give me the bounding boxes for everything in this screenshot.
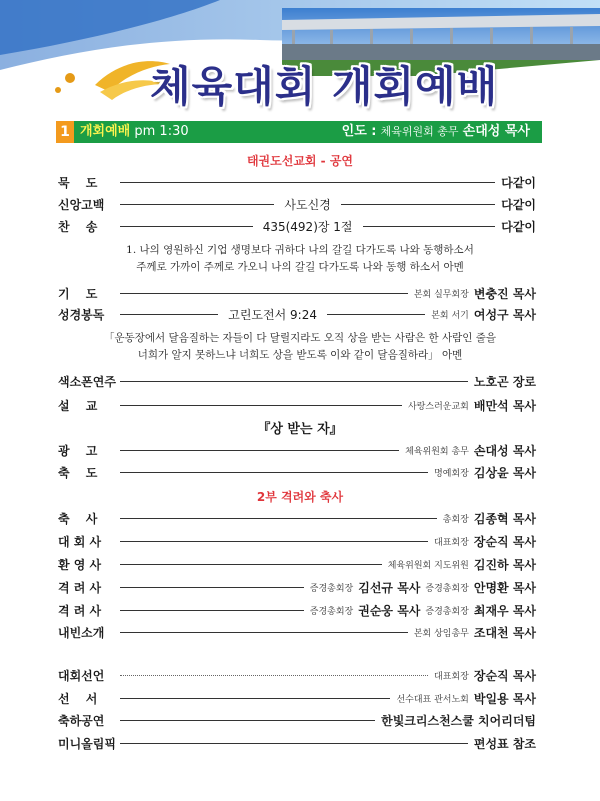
order-row-encouragement-2 <box>58 600 536 620</box>
leader-line <box>120 314 218 315</box>
leader-line <box>120 587 304 588</box>
order-row-announcements <box>58 440 536 460</box>
leader-position: 체육위원회 총무 <box>380 125 459 138</box>
item-label: 축하공연 <box>58 713 105 728</box>
item-person: 다같이 <box>501 219 536 234</box>
item-position: 명예회장 <box>434 468 469 479</box>
item-detail: 435(492)장 1절 <box>262 219 353 234</box>
leader-line <box>120 450 399 451</box>
item-label: 환 영 사 <box>58 557 102 572</box>
order-row-welcome <box>58 554 536 574</box>
scripture-text <box>0 330 600 364</box>
order-row-saxophone <box>58 371 536 391</box>
order-row-declaration <box>58 665 536 685</box>
service-time: pm 1:30 <box>134 124 189 139</box>
order-row-guest-introduction <box>58 622 536 642</box>
item-label: 축 도 <box>58 465 104 480</box>
leader-line <box>120 743 468 744</box>
lyrics-line: 1. 나의 영원하신 기업 생명보다 귀하다 나의 갈길 다가도록 나와 동행하소서 <box>126 244 474 256</box>
order-row-opening-address <box>58 531 536 551</box>
item-position: 총회장 <box>442 514 469 525</box>
item-person: 장순직 목사 <box>473 668 536 683</box>
item-person: 한빛크리스천스쿨 치어리더팀 <box>381 713 536 728</box>
order-row-creed <box>58 194 536 214</box>
item-label: 축 사 <box>58 511 104 526</box>
leader-line <box>120 381 468 382</box>
item-label: 격 려 사 <box>58 603 102 618</box>
item-person: 노호곤 장로 <box>473 374 536 389</box>
item-position: 체육위원회 총무 <box>405 446 469 457</box>
item-detail: 사도신경 <box>284 197 331 212</box>
item-person: 여성구 목사 <box>473 307 537 322</box>
leader-line <box>341 204 495 205</box>
item-person: 장순직 목사 <box>473 534 536 549</box>
lyrics-line: 주께로 가까이 주께로 가오니 나의 갈길 다가도록 나와 동행 하소서 아멘 <box>136 261 464 273</box>
leader-line <box>120 632 408 633</box>
item-label: 색소폰연주 <box>58 374 116 389</box>
item-person: 변충진 목사 <box>473 286 536 301</box>
order-row-silent-prayer <box>58 172 536 192</box>
item-position: 본회 상임총무 <box>413 628 469 639</box>
item-label: 격 려 사 <box>58 580 102 595</box>
item-label: 대 회 사 <box>58 534 102 549</box>
order-row-encouragement-1 <box>58 577 536 597</box>
item-label: 기 도 <box>58 286 104 301</box>
scripture-line: 「운동장에서 달음질하는 자들이 다 달릴지라도 오직 상을 받는 사람은 한 사람인 줄을 <box>103 332 497 344</box>
order-row-celebration-performance <box>58 710 536 730</box>
leader-line <box>120 675 428 676</box>
item-person: 배만석 목사 <box>473 398 536 413</box>
item-person: 박일용 목사 <box>473 691 536 706</box>
item-detail: 고린도전서 9:24 <box>228 307 317 322</box>
item-position: 증경총회장 <box>425 606 469 617</box>
item-label: 신앙고백 <box>58 197 105 212</box>
order-row-hymn <box>58 216 536 236</box>
item-person: 김상윤 목사 <box>473 465 536 480</box>
leader-line <box>120 698 390 699</box>
item-position: 대표회장 <box>434 671 469 682</box>
item-label: 미니올림픽 <box>58 736 116 751</box>
leader-line <box>120 518 437 519</box>
leader-line <box>120 405 402 406</box>
leader-line <box>120 610 304 611</box>
service-header-bar <box>56 121 542 143</box>
item-position: 대표회장 <box>434 537 469 548</box>
item-label: 성경봉독 <box>58 307 105 322</box>
item-position-first: 증경총회장 <box>309 583 354 594</box>
sermon-title: 『상 받는 자』 <box>257 422 343 437</box>
item-position: 증경총회장 <box>425 583 469 594</box>
item-label: 찬 송 <box>58 219 104 234</box>
item-position-first: 증경총회장 <box>309 606 354 617</box>
order-row-mini-olympics <box>58 733 536 753</box>
order-row-benediction <box>58 462 536 482</box>
scripture-line: 너희가 알지 못하느냐 너희도 상을 받도록 이와 같이 달음질하라」 아멘 <box>137 349 463 361</box>
leader-line <box>327 314 425 315</box>
leader-name: 손대성 목사 <box>462 124 530 139</box>
leader-line <box>363 226 496 227</box>
item-label: 설 교 <box>58 398 104 413</box>
item-person: 김종혁 목사 <box>473 511 536 526</box>
item-person-first: 권순웅 목사 <box>358 603 421 618</box>
item-person-first: 김선규 목사 <box>358 580 421 595</box>
item-position: 선수대표 관서노회 <box>396 694 469 705</box>
hymn-lyrics <box>0 242 600 276</box>
service-name <box>80 121 189 143</box>
leader-line <box>120 472 428 473</box>
section-number-badge: 1 <box>56 121 74 143</box>
item-label: 묵 도 <box>58 175 104 190</box>
item-person: 다같이 <box>501 175 536 190</box>
item-person: 최재우 목사 <box>473 603 536 618</box>
leader-info <box>342 121 530 143</box>
page-title: 체육대회 개회예배 <box>150 62 499 111</box>
leader-line <box>120 564 382 565</box>
item-person: 다같이 <box>501 197 536 212</box>
section-heading-encouragement: 2부 격려와 축사 <box>256 490 344 504</box>
item-person: 김진하 목사 <box>473 557 536 572</box>
item-label: 선 서 <box>58 691 104 706</box>
item-label: 광 고 <box>58 443 104 458</box>
leader-label: 인도 : <box>341 124 377 139</box>
item-position: 본회 서기 <box>431 310 469 321</box>
leader-line <box>120 204 274 205</box>
order-row-scripture <box>58 304 536 324</box>
leader-line <box>120 226 253 227</box>
leader-line <box>120 293 408 294</box>
leader-line <box>120 541 428 542</box>
leader-line <box>120 182 495 183</box>
item-person: 손대성 목사 <box>473 443 536 458</box>
leader-line <box>120 720 375 721</box>
item-person: 안명환 목사 <box>473 580 536 595</box>
order-row-sermon <box>58 395 536 415</box>
item-position: 본회 실무회장 <box>413 289 469 300</box>
item-label: 대회선언 <box>58 668 105 683</box>
item-position: 체육위원회 지도위원 <box>387 560 469 571</box>
service-title: 개회예배 <box>80 124 131 139</box>
item-position: 사랑스러운교회 <box>408 401 469 412</box>
order-row-congratulation <box>58 508 536 528</box>
item-person: 조대천 목사 <box>473 625 536 640</box>
item-person: 편성표 참조 <box>473 736 536 751</box>
item-label: 내빈소개 <box>58 625 105 640</box>
order-row-oath <box>58 688 536 708</box>
section-heading-performance: 태권도선교회 - 공연 <box>246 154 354 168</box>
order-row-prayer <box>58 283 536 303</box>
